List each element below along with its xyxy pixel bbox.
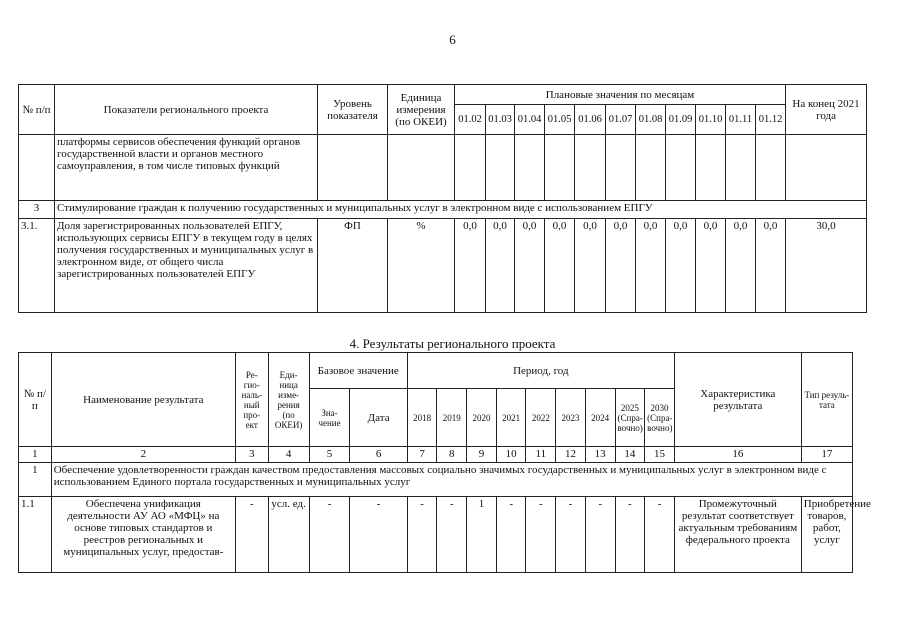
col-number: 11 (526, 447, 556, 463)
month-header: 01.05 (545, 105, 575, 135)
row-value: 0,0 (515, 219, 545, 313)
year-header: 2023 (556, 389, 586, 447)
col-number: 3 (235, 447, 268, 463)
row-type: Приобретение товаров, работ, услуг (801, 497, 852, 573)
col-number: 8 (437, 447, 467, 463)
header-planned: Плановые значения по месяцам (455, 85, 786, 105)
month-header: 01.07 (606, 105, 636, 135)
row-unit: усл. ед. (268, 497, 309, 573)
row-year-value: - (556, 497, 586, 573)
page-number: 6 (449, 32, 456, 47)
year-header-2030: 2030 (Спра-вочно) (645, 389, 675, 447)
row-value: 0,0 (606, 219, 636, 313)
month-header: 01.03 (486, 105, 515, 135)
row-value: 0,0 (696, 219, 726, 313)
col-number: 7 (407, 447, 437, 463)
row-year-value: - (407, 497, 437, 573)
row-value: 0,0 (636, 219, 666, 313)
section-4-title: 4. Результаты регионального проекта (349, 336, 556, 351)
row-value: 0,0 (756, 219, 786, 313)
year-header: 2019 (437, 389, 467, 447)
year-header-2025: 2025 (Спра-вочно) (615, 389, 645, 447)
month-header: 01.06 (575, 105, 606, 135)
year-header: 2021 (496, 389, 526, 447)
col-number: 14 (615, 447, 645, 463)
col-number: 17 (801, 447, 852, 463)
header-num: № п/п (19, 85, 55, 135)
header-result-name: Наименование результата (51, 353, 235, 447)
row-unit: % (388, 219, 455, 313)
year-header: 2020 (467, 389, 497, 447)
col-number: 1 (19, 447, 52, 463)
header-type: Тип резуль-тата (801, 353, 852, 447)
col-number: 13 (585, 447, 615, 463)
row-result-name: Обеспечена унификация деятельности АУ АО «МФЦ» на основе типовых стандартов и реестров региональных и муниципальных услуг, предостав- (51, 497, 235, 573)
row-year-value: - (615, 497, 645, 573)
header-unit: Еди-ница изме-рения (по ОКЕИ) (268, 353, 309, 447)
header-level: Уровень показателя (318, 85, 388, 135)
header-characteristic: Характеристика результата (674, 353, 801, 447)
col-number: 12 (556, 447, 586, 463)
year-header: 2022 (526, 389, 556, 447)
header-base-date: Дата (350, 389, 407, 447)
row-value: 0,0 (545, 219, 575, 313)
row-level: ФП (318, 219, 388, 313)
col-number: 5 (309, 447, 350, 463)
row-end-value: 30,0 (786, 219, 867, 313)
row-year-value: 1 (467, 497, 497, 573)
col-number: 16 (674, 447, 801, 463)
section-title: Стимулирование граждан к получению государственных и муниципальных услуг в электронном виде с использованием ЕПГУ (55, 201, 867, 219)
section-title: Обеспечение удовлетворенности граждан качеством предоставления массовых социально значимых государственных и муниципальных услуг в электронном виде с использованием Единого портала государственных и муниципальных услуг (51, 463, 852, 497)
row-year-value: - (526, 497, 556, 573)
indicators-table (18, 84, 867, 313)
month-header: 01.04 (515, 105, 545, 135)
header-period: Период, год (407, 353, 674, 389)
header-unit: Единица измерения (по ОКЕИ) (388, 85, 455, 135)
row-value: 0,0 (575, 219, 606, 313)
row-characteristic: Промежуточный результат соответствует актуальным требованиям федерального проекта (674, 497, 801, 573)
row-year-value: - (645, 497, 675, 573)
header-base: Базовое значение (309, 353, 407, 389)
month-header: 01.12 (756, 105, 786, 135)
row-value: 0,0 (726, 219, 756, 313)
section-num: 3 (19, 201, 55, 219)
col-number: 4 (268, 447, 309, 463)
header-num: № п/п (19, 353, 52, 447)
row-regional: - (235, 497, 268, 573)
month-header: 01.02 (455, 105, 486, 135)
row-value: 0,0 (666, 219, 696, 313)
col-number: 10 (496, 447, 526, 463)
col-number: 2 (51, 447, 235, 463)
header-regional: Ре-гио-наль-ный про-ект (235, 353, 268, 447)
row-base-date: - (350, 497, 407, 573)
month-header: 01.10 (696, 105, 726, 135)
row-year-value: - (437, 497, 467, 573)
row-year-value: - (585, 497, 615, 573)
col-number: 9 (467, 447, 497, 463)
month-header: 01.09 (666, 105, 696, 135)
row-base-value: - (309, 497, 350, 573)
month-header: 01.11 (726, 105, 756, 135)
row-indicator: Доля зарегистрированных пользователей ЕПГУ, использующих сервисы ЕПГУ в текущем году в целях получения государственных и муниципальных услуг в электронном виде, от общего числа зарегистрированных пользователей ЕПГУ (55, 219, 318, 313)
header-indicator: Показатели регионального проекта (55, 85, 318, 135)
header-base-value: Зна-чение (309, 389, 350, 447)
month-header: 01.08 (636, 105, 666, 135)
row-num: 3.1. (19, 219, 55, 313)
results-table (18, 352, 871, 573)
continued-indicator-text: платформы сервисов обеспечения функций органов государственной власти и органов местного самоуправления, в том числе типовых функций (55, 135, 318, 201)
row-value: 0,0 (455, 219, 486, 313)
col-number: 15 (645, 447, 675, 463)
header-end: На конец 2021 года (786, 85, 867, 135)
row-value: 0,0 (486, 219, 515, 313)
section-num: 1 (19, 463, 52, 497)
year-header: 2018 (407, 389, 437, 447)
year-header: 2024 (585, 389, 615, 447)
row-year-value: - (496, 497, 526, 573)
row-num: 1.1 (19, 497, 52, 573)
col-number: 6 (350, 447, 407, 463)
